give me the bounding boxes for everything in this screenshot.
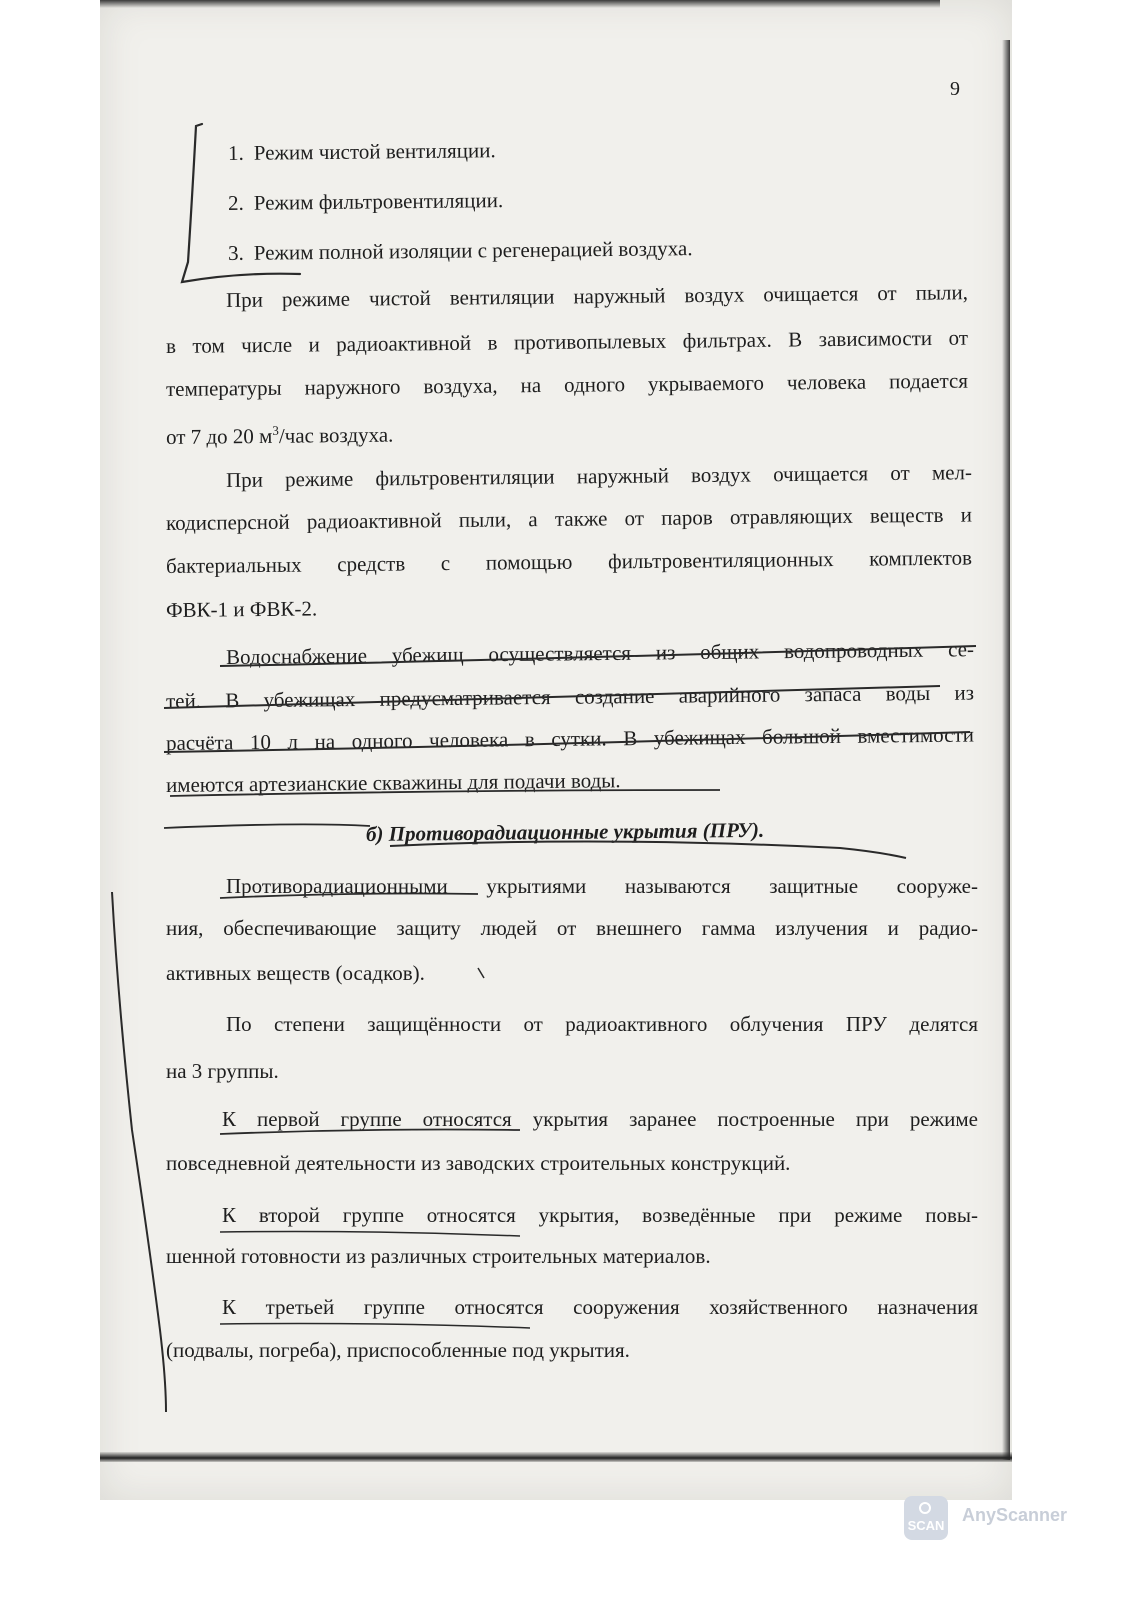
superscript: 3 <box>272 422 279 438</box>
paragraph-line: повседневной деятельности из заводских строительных конструкций. <box>166 1151 791 1175</box>
paragraph-line: на 3 группы. <box>166 1059 279 1083</box>
pen-underline <box>220 1232 520 1237</box>
paragraph-line: ФВК-1 и ФВК-2. <box>165 596 318 622</box>
list-item-number: 3. <box>227 240 244 265</box>
paragraph-line: температуры наружного воздуха, на одного укрываемого человека подается <box>165 368 969 401</box>
paragraph-line: Противорадиационными укрытиями называются защитные сооруже- <box>226 874 978 898</box>
pen-underline <box>390 841 906 858</box>
pen-underline <box>220 894 478 899</box>
list-item-number: 1. <box>227 140 244 165</box>
pen-line <box>164 824 370 828</box>
pen-underline <box>170 790 720 796</box>
paragraph-line: К первой группе относятся укрытия заранее построенные при режиме <box>222 1107 978 1131</box>
text-fragment: /час воздуха. <box>278 422 394 448</box>
paragraph-line: По степени защищённости от радиоактивного облучения ПРУ делятся <box>226 1012 978 1036</box>
pen-underline <box>220 1324 530 1329</box>
list-item-text: Режим полной изоляции с регенерацией воздуха. <box>253 236 693 265</box>
list-item-text: Режим чистой вентиляции. <box>253 138 496 165</box>
scanner-logo-text: SCAN <box>907 1518 945 1533</box>
paragraph-line: шенной готовности из различных строительных материалов. <box>166 1244 711 1268</box>
paragraph-line: ния, обеспечивающие защиту людей от внешнего гамма излучения и радио- <box>166 916 978 940</box>
pen-bracket <box>182 124 300 282</box>
paragraph-line: тей. В убежищах предусматривается создание аварийного запаса воды из <box>165 680 975 713</box>
paragraph-line: расчёта 10 л на одного человека в сутки. В убежищах большой вместимости <box>165 722 975 755</box>
paragraph-line: имеются артезианские скважины для подачи воды. <box>165 768 621 797</box>
paragraph-line: К третьей группе относятся сооружения хозяйственного назначения <box>222 1295 978 1319</box>
paragraph-line: активных веществ (осадков). <box>166 961 425 985</box>
paragraph-line: бактериальных средств с помощью фильтровентиляционных комплектов <box>165 545 973 578</box>
paragraph-line: (подвалы, погреба), приспособленные под укрытия. <box>166 1338 630 1362</box>
list-item-text: Режим фильтровентиляции. <box>253 188 504 215</box>
section-heading: б) Противорадиационные укрытия (ПРУ). <box>365 817 765 846</box>
scanner-logo-ring <box>919 1502 931 1514</box>
paragraph-line: При режиме чистой вентиляции наружный воздух очищается от пыли, <box>225 280 969 312</box>
pen-underline <box>220 646 976 666</box>
paragraph-line: в том числе и радиоактивной в противопылевых фильтрах. В зависимости от <box>165 325 969 358</box>
paragraph-line: Водоснабжение убежищ осуществляется из общих водопроводных се- <box>225 637 975 669</box>
list-item-number: 2. <box>227 190 244 215</box>
text-fragment: от 7 до 20 м <box>165 423 273 449</box>
pen-underline <box>220 1130 520 1135</box>
pen-mark <box>478 968 484 978</box>
paragraph-line: К второй группе относятся укрытия, возведённые при режиме повы- <box>222 1203 978 1227</box>
pen-underline <box>164 732 970 752</box>
pen-underline <box>164 686 940 708</box>
scanner-logo <box>904 1496 948 1540</box>
paragraph-line: При рeжиме фильтровентиляции наружный воздух очищается от мел- <box>225 460 973 492</box>
paragraph-line: кодисперсной радиоактивной пыли, а также от паров отравляющих веществ и <box>165 502 973 535</box>
pen-margin-line <box>112 892 166 1412</box>
page-number: 9 <box>950 78 960 100</box>
scanner-name: AnyScanner <box>962 1505 1068 1525</box>
